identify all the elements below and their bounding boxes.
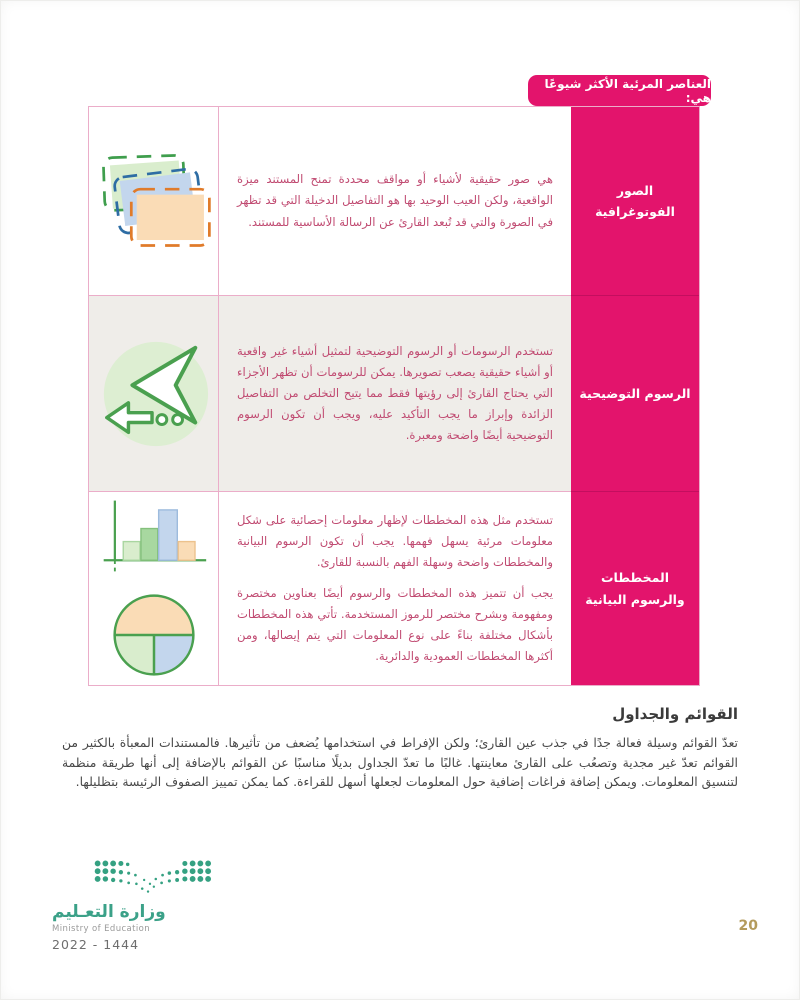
- table-row-illustrations: [89, 295, 699, 491]
- row-label: المخططات والرسوم البيانية: [571, 491, 699, 685]
- send-arrows-icon: [95, 332, 213, 456]
- ministry-logo-dots-icon: [86, 856, 212, 900]
- icon-cell: [89, 107, 219, 295]
- description-cell: [219, 491, 571, 685]
- ministry-logo-arabic-wordmark: وزارة التعـليم: [52, 902, 166, 922]
- icon-cell: [89, 491, 219, 685]
- pie-chart-icon: [106, 587, 202, 683]
- bar-chart-icon: [98, 495, 210, 577]
- section-heading: القوائم والجداول: [612, 705, 738, 723]
- table-row-photographs: [89, 107, 699, 295]
- row-description: هي صور حقيقية لأشياء أو مواقف محددة تمنح المستند ميزة الواقعية، ولكن العيب الوحيد بها هو التفاصيل الدخيلة التي قد تظهر في الصورة والتي قد تُبعد القارئ عن الرسالة الأساسية للمستند.: [237, 172, 553, 229]
- page-number: 20: [738, 918, 758, 934]
- row-label: الرسوم التوضيحية: [571, 295, 699, 491]
- table-row-charts: [89, 491, 699, 685]
- description-cell: [219, 107, 571, 295]
- banner-text: العناصر المرئية الأكثر شيوعًا هي:: [544, 76, 711, 105]
- ministry-of-education-logo: [52, 856, 272, 952]
- ministry-logo-english-caption: Ministry of Education: [52, 924, 151, 934]
- edition-years: 2022 - 1444: [52, 937, 140, 952]
- stacked-photos-icon: [95, 145, 213, 257]
- row-label: الصور الفوتوغرافية: [571, 107, 699, 295]
- row-description: يجب أن تتميز هذه المخططات والرسوم أيضًا بعناوين مختصرة ومفهومة وبشرح مختصر للرموز المستخدمة. تأتي هذه المخططات بأشكال مختلفة بناءً على نوع المعلومات التي يتم إيصالها، ومن أكثرها المخططات العمودية والدائرية.: [237, 585, 553, 664]
- icon-cell: [89, 295, 219, 491]
- row-description: تستخدم مثل هذه المخططات لإظهار معلومات إحصائية على شكل معلومات مرئية يسهل فهمها. يجب أن تكون الرسوم البيانية والمخططات واضحة وسهلة الفهم بالنسبة للقارئ.: [237, 512, 553, 569]
- section-banner: [528, 75, 711, 106]
- visual-elements-table: [88, 106, 700, 686]
- row-description: تستخدم الرسومات أو الرسوم التوضيحية لتمثيل أشياء غير واقعية أو أشياء حقيقية يصعب تصويرها. يمكن للرسومات أن تظهر الأجزاء التي يحتاج القارئ إلى رؤيتها فقط مما يتيح التخلص من التفاصيل الزائدة وإبراز ما يجب التأكيد عليه، ويجب أن تكون الرسوم التوضيحية أيضًا واضحة ومعبرة.: [237, 343, 553, 443]
- section-paragraph: تعدّ القوائم وسيلة فعالة جدًا في جذب عين القارئ؛ ولكن الإفراط في استخدامها يُضعف من تأثيرها. فالمستندات المعبأة بالكثير من القوائم تعدّ غير مجدية وتصعُب على القارئ معاينتها. غالبًا ما تعدّ الجداول بديلًا مناسبًا عن القوائم بالإضافة إلى أنها طريقة منظمة لتنسيق المعلومات. ويمكن إضافة فراغات إضافية حول المعلومات لجعلها أسهل للقراءة. كما يمكن تمييز الصفوف الرئيسة بتظليلها.: [62, 735, 738, 790]
- description-cell: [219, 295, 571, 491]
